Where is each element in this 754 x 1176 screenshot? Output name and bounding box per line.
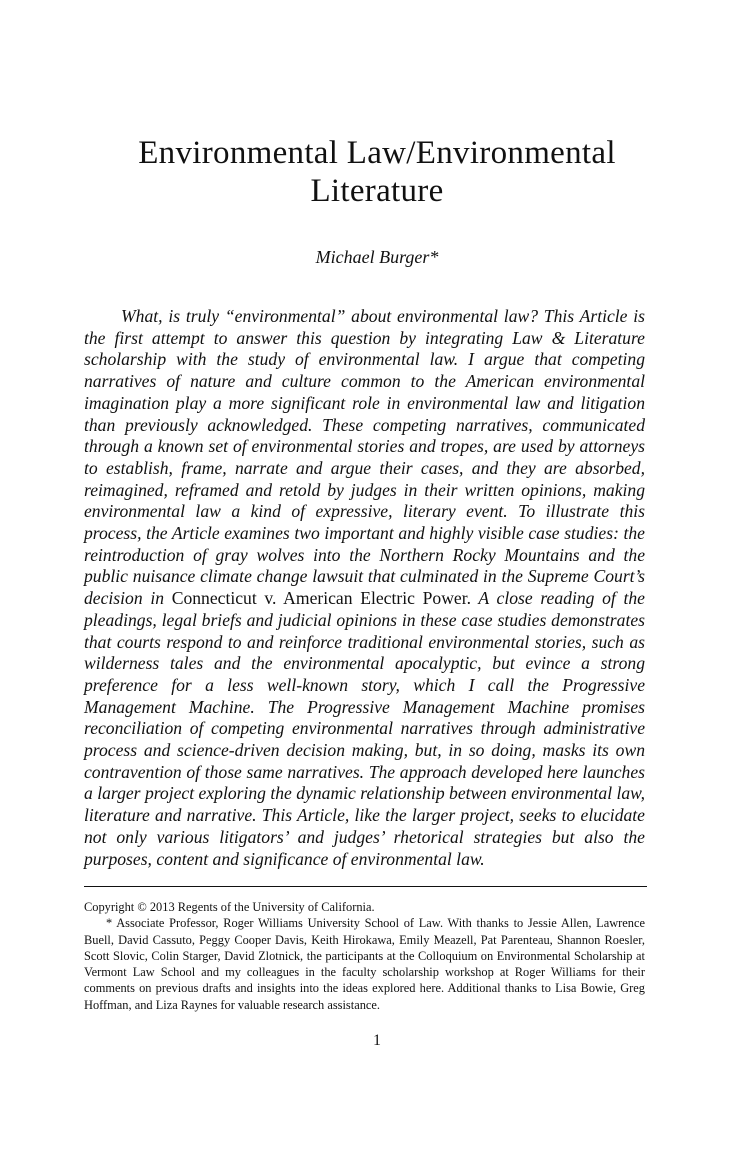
abstract-text-part-2: A close reading of the pleadings, legal briefs and judicial opinions in these case studies demonstrates that courts respond to and reinforce traditional environmental stories, such as wilderness tales and the environmental apocalyptic, but evince a strong preference for a less well-known story, which I call the Progressive Management Machine. The Progressive Management Machine promises reconciliation of competing environmental narratives through administrative process and science-driven decision making, but, in so doing, masks its own contravention of those same narratives. The approach developed here launches a larger project exploring the dynamic relationship between environmental law, literature and narrative. This Article, like the larger project, seeks to elucidate not only various litigators’ and judges’ rhetorical strategies but also the purposes, content and significance of environmental law. — [84, 588, 645, 869]
article-title — [60, 134, 694, 210]
author-byline: Michael Burger* — [315, 247, 439, 267]
footnote-divider — [84, 886, 647, 887]
author-footnote: * Associate Professor, Roger Williams University School of Law. With thanks to Jessie Allen, Lawrence Buell, David Cassuto, Peggy Cooper Davis, Keith Hirokawa, Emily Meazell, Pat Parenteau, Shannon Roesler, Scott Slovic, Colin Starger, David Zlotnick, the participants at the Colloquium on Environmental Scholarship at Vermont Law School and my colleagues in the faculty scholarship workshop at Roger Williams for their comments on previous drafts and insights into the ideas explored here. Additional thanks to Lisa Bowie, Greg Hoffman, and Liza Raynes for valuable research assistance. — [84, 916, 645, 1012]
footnotes — [84, 899, 645, 1013]
title-line-2: Literature — [310, 173, 444, 209]
abstract-paragraph — [84, 306, 645, 870]
case-name: Connecticut v. American Electric Power. — [171, 588, 472, 609]
copyright-notice: Copyright © 2013 Regents of the University of California. — [84, 900, 375, 914]
abstract-text-part-1: What, is truly “environmental” about environmental law? This Article is the first attempt to answer this question by integrating Law & Literature scholarship with the study of environmental law. I argue that competing narratives of nature and culture common to the American environmental imagination play a more significant role in environmental law and litigation than previously acknowledged. These competing narratives, communicated through a known set of environmental stories and tropes, are used by attorneys to establish, frame, narrate and argue their cases, and they are absorbed, reimagined, reframed and retold by judges in their written opinions, making environmental law a kind of expressive, literary event. To illustrate this process, the Article examines two important and highly visible case studies: the reintroduction of gray wolves into the Northern Rocky Mountains and the public nuisance climate change lawsuit that culminated in the Supreme Court’s decision in — [84, 306, 645, 609]
page-number: 1 — [373, 1032, 381, 1049]
title-line-1: Environmental Law/Environmental — [138, 135, 616, 171]
